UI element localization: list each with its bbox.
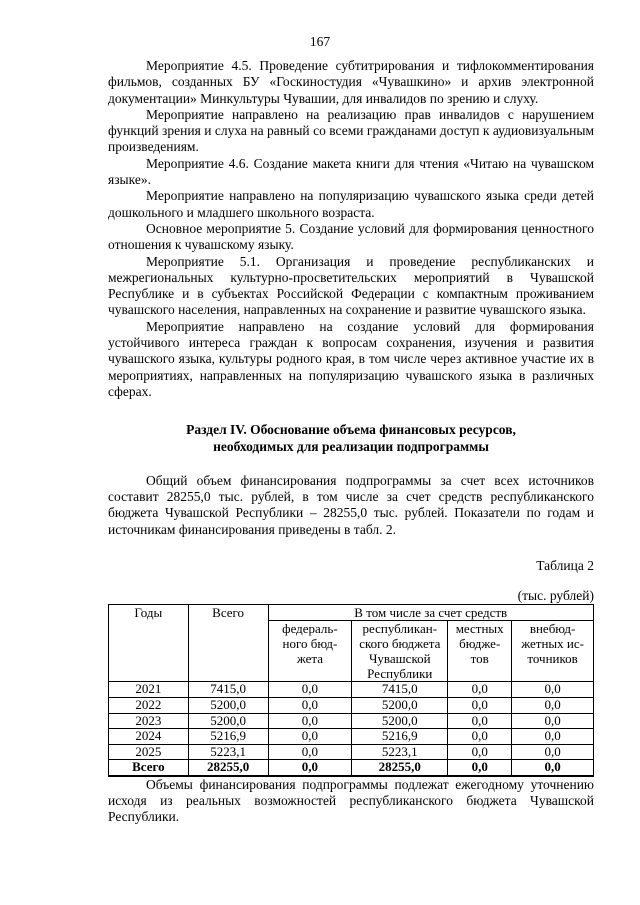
cell-year: 2023 [109, 713, 189, 729]
cell-republican: 5200,0 [352, 697, 448, 713]
header-republican: республикан- ского бюджета Чувашской Республики [352, 621, 448, 682]
cell-republican: 7415,0 [352, 682, 448, 698]
financing-table [108, 604, 594, 777]
cell-total: 28255,0 [188, 760, 268, 776]
cell-federal: 0,0 [268, 744, 352, 760]
cell-total: 5216,9 [188, 729, 268, 745]
cell-year: 2022 [109, 697, 189, 713]
table-row [109, 744, 594, 760]
paragraph: Мероприятие направлено на создание условий для формирования устойчивого интереса граждан к вопросам сохранения, изучения и развития чувашского языка, культуры родного края, в том числе через активное участие их в мероприятиях, направленных на популяризацию чувашского языка в различных сферах. [108, 318, 594, 399]
header-federal: федераль- ного бюд- жета [268, 621, 352, 682]
paragraph: Мероприятие 5.1. Организация и проведение республиканских и межрегиональных культурно-просветительских мероприятий в Чувашской Республике и в субъектах Российской Федерации с компактным проживанием чувашского населения, направленных на сохранение и развитие чувашского языка. [108, 253, 594, 318]
paragraph: Мероприятие направлено на популяризацию чувашского языка среди детей дошкольного и младшего школьного возраста. [108, 188, 594, 220]
section-heading-line-2: необходимых для реализации подпрограммы [213, 438, 489, 454]
cell-extrabudgetary: 0,0 [512, 682, 594, 698]
header-including: В том числе за счет средств [268, 605, 594, 621]
table-row [109, 682, 594, 698]
cell-year: 2025 [109, 744, 189, 760]
header-total: Всего [188, 605, 268, 682]
cell-local: 0,0 [448, 713, 512, 729]
cell-republican: 28255,0 [352, 760, 448, 776]
section-heading-line-1: Раздел IV. Обоснование объема финансовых ресурсов, [186, 422, 516, 438]
table-total-row [109, 760, 594, 776]
paragraph: Основное мероприятие 5. Создание условий для формирования ценностного отношения к чувашскому языку. [108, 220, 594, 253]
document-body [108, 58, 594, 826]
cell-federal: 0,0 [268, 729, 352, 745]
cell-total: 5200,0 [188, 713, 268, 729]
financing-paragraph: Общий объем финансирования подпрограммы за счет всех источников составит 28255,0 тыс. рублей, в том числе за счет средств республиканского бюджета Чувашской Республики – 28255,0 тыс. рублей. Показатели по годам и источникам финансирования приведены в табл. 2. [108, 472, 594, 537]
paragraph: Мероприятие направлено на реализацию прав инвалидов с нарушением функций зрения и слуха на равный со всеми гражданами доступ к аудиовизуальным произведениям. [108, 106, 594, 155]
final-paragraph: Объемы финансирования подпрограммы подлежат ежегодному уточнению исходя из реальных возможностей республиканского бюджета Чувашской Республики. [108, 776, 594, 825]
section-heading [108, 422, 594, 455]
table-caption: Таблица 2 [536, 558, 594, 574]
cell-local: 0,0 [448, 697, 512, 713]
header-years: Годы [109, 605, 189, 682]
cell-extrabudgetary: 0,0 [512, 697, 594, 713]
cell-republican: 5216,9 [352, 729, 448, 745]
table-units: (тыс. рублей) [517, 588, 594, 604]
cell-federal: 0,0 [268, 682, 352, 698]
cell-extrabudgetary: 0,0 [512, 713, 594, 729]
cell-total-label: Всего [109, 760, 189, 776]
cell-federal: 0,0 [268, 713, 352, 729]
cell-year: 2021 [109, 682, 189, 698]
cell-republican: 5223,1 [352, 744, 448, 760]
cell-year: 2024 [109, 729, 189, 745]
table-row [109, 697, 594, 713]
paragraph: Мероприятие 4.5. Проведение субтитрирования и тифлокомментирования фильмов, созданных БУ «Госкиностудия «Чувашкино» и архив электронной документации» Минкультуры Чувашии, для инвалидов по зрению и слуху. [108, 58, 594, 106]
cell-total: 5200,0 [188, 697, 268, 713]
cell-extrabudgetary: 0,0 [512, 729, 594, 745]
header-local: местных бюдже- тов [448, 621, 512, 682]
cell-federal: 0,0 [268, 697, 352, 713]
cell-federal: 0,0 [268, 760, 352, 776]
cell-extrabudgetary: 0,0 [512, 744, 594, 760]
cell-local: 0,0 [448, 744, 512, 760]
cell-extrabudgetary: 0,0 [512, 760, 594, 776]
paragraph: Мероприятие 4.6. Создание макета книги для чтения «Читаю на чувашском языке». [108, 155, 594, 188]
cell-total: 5223,1 [188, 744, 268, 760]
page-number: 167 [309, 34, 331, 49]
cell-local: 0,0 [448, 729, 512, 745]
table-row [109, 713, 594, 729]
cell-local: 0,0 [448, 760, 512, 776]
cell-republican: 5200,0 [352, 713, 448, 729]
table-row [109, 729, 594, 745]
cell-local: 0,0 [448, 682, 512, 698]
header-extrabudgetary: внебюд- жетных ис- точников [512, 621, 594, 682]
cell-total: 7415,0 [188, 682, 268, 698]
